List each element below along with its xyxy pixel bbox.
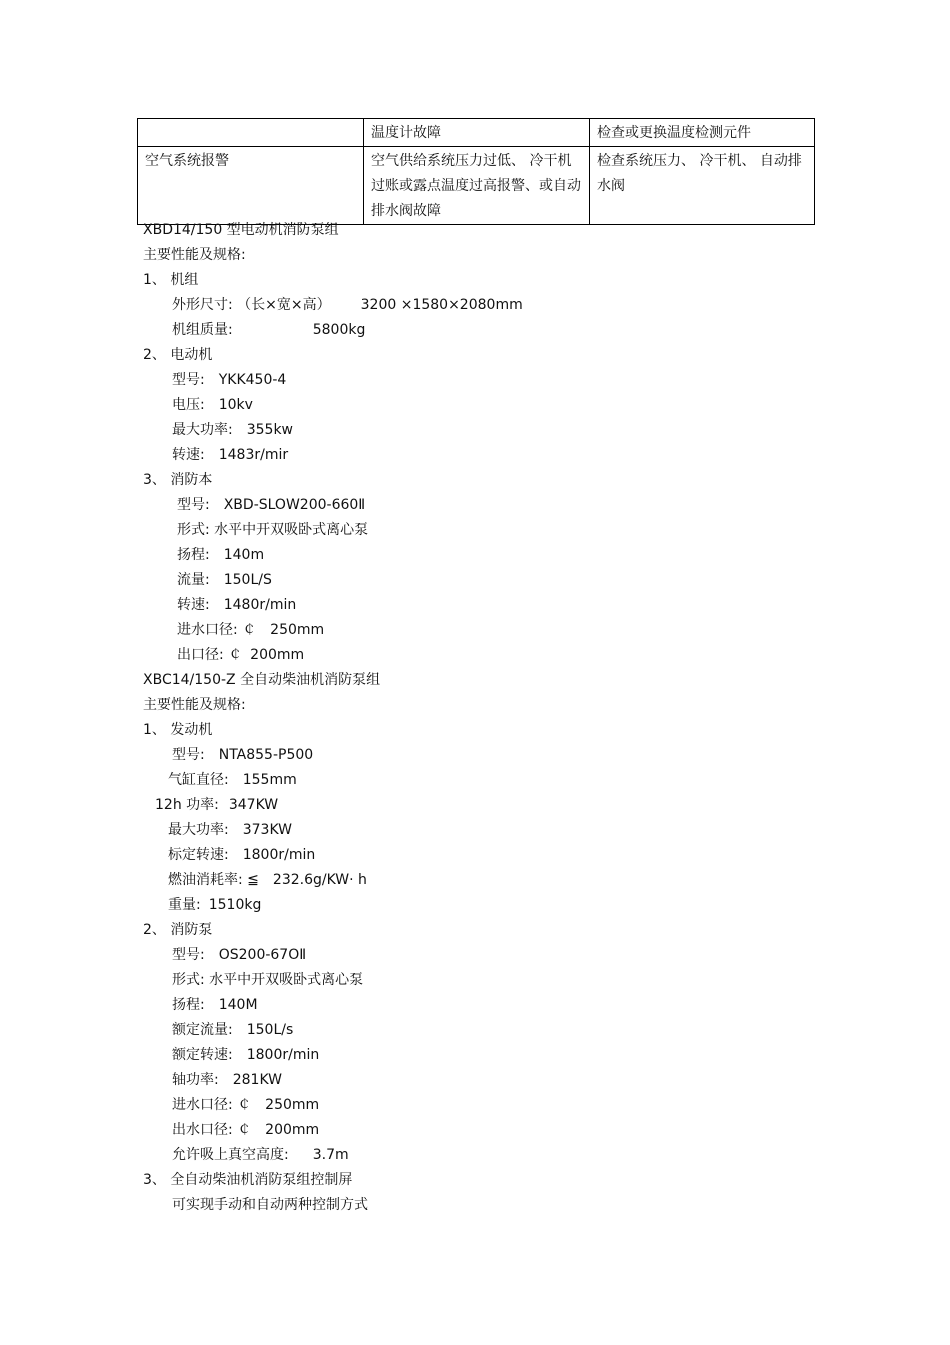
table-cell <box>138 119 364 147</box>
line-value: XBD-SLOW200-660Ⅱ <box>223 497 366 513</box>
line-label: 主要性能及规格: <box>143 697 246 713</box>
text-line <box>143 918 212 943</box>
line-label: 2、 电动机 <box>143 347 213 363</box>
line-value: 140m <box>223 547 265 563</box>
table-cell: 空气系统报警 <box>138 147 364 225</box>
line-label: XBD14/150 型电动机消防泵组 <box>143 222 339 238</box>
line-value: 155mm <box>242 772 297 788</box>
text-line <box>168 893 261 918</box>
line-label: 1、 发动机 <box>143 722 213 738</box>
text-line <box>172 743 313 768</box>
text-line <box>177 518 368 543</box>
line-label: 12h 功率: <box>155 797 219 813</box>
line-value: 150L/s <box>246 1022 294 1038</box>
line-value: 1483r/mir <box>218 447 289 463</box>
text-line <box>168 768 297 793</box>
line-value: NTA855-P500 <box>218 747 314 763</box>
line-value: 3.7m <box>312 1147 349 1163</box>
text-line <box>143 243 246 268</box>
line-label: 外形尺寸: （长×宽×高） <box>172 297 331 313</box>
text-line <box>172 1043 319 1068</box>
text-line <box>172 968 363 993</box>
line-value: 200mm <box>250 647 305 663</box>
line-label: 3、 消防本 <box>143 472 213 488</box>
line-value: 150L/S <box>223 572 272 588</box>
line-value: 140M <box>218 997 258 1013</box>
line-label: 1、 机组 <box>143 272 199 288</box>
text-line <box>172 1068 282 1093</box>
text-line <box>155 793 278 818</box>
line-value: 1800r/min <box>242 847 316 863</box>
text-line <box>177 643 304 668</box>
text-line <box>172 1118 319 1143</box>
text-line <box>177 543 264 568</box>
line-label: 燃油消耗率: ≦ <box>168 872 259 888</box>
line-value: 1510kg <box>208 897 262 913</box>
line-value: 232.6g/KW· h <box>272 872 367 888</box>
fault-table <box>137 118 815 225</box>
line-value: 281KW <box>232 1072 282 1088</box>
text-line <box>172 1143 349 1168</box>
line-value: 347KW <box>228 797 279 813</box>
table-cell: 检查系统压力、 冷干机、 自动排水阀 <box>590 147 815 225</box>
line-value: YKK450-4 <box>218 372 287 388</box>
line-label: 机组质量: <box>172 322 233 338</box>
line-label: 形式: 水平中开双吸卧式离心泵 <box>177 522 369 538</box>
table-cell: 温度计故障 <box>364 119 590 147</box>
line-label: 扬程: <box>177 547 210 563</box>
text-line <box>168 843 315 868</box>
line-label: 最大功率: <box>172 422 233 438</box>
text-line <box>172 993 258 1018</box>
table-row <box>138 147 815 225</box>
line-value: 250mm <box>265 1097 320 1113</box>
line-value: 3200 ×1580×2080mm <box>360 297 523 313</box>
text-line <box>172 293 523 318</box>
text-line <box>143 268 198 293</box>
line-label: 气缸直径: <box>168 772 229 788</box>
line-label: 允许吸上真空高度: <box>172 1147 289 1163</box>
text-line <box>172 1093 319 1118</box>
line-label: 型号: <box>172 947 205 963</box>
line-label: 转速: <box>177 597 210 613</box>
line-label: 标定转速: <box>168 847 229 863</box>
line-label: 2、 消防泵 <box>143 922 213 938</box>
line-value: 373KW <box>242 822 292 838</box>
text-line <box>172 393 253 418</box>
line-value: 250mm <box>270 622 325 638</box>
text-line <box>172 443 288 468</box>
text-line <box>143 668 380 693</box>
text-line <box>143 218 339 243</box>
text-line <box>168 868 367 893</box>
line-value: 200mm <box>265 1122 320 1138</box>
line-label: 形式: 水平中开双吸卧式离心泵 <box>172 972 364 988</box>
line-label: 3、 全自动柴油机消防泵组控制屏 <box>143 1172 353 1188</box>
text-line <box>177 568 272 593</box>
line-label: 可实现手动和自动两种控制方式 <box>172 1197 368 1213</box>
line-label: 型号: <box>177 497 210 513</box>
text-line <box>143 1168 352 1193</box>
text-line <box>177 618 324 643</box>
line-label: 额定流量: <box>172 1022 233 1038</box>
text-line <box>172 368 286 393</box>
line-label: 转速: <box>172 447 205 463</box>
text-line <box>168 818 292 843</box>
line-label: 电压: <box>172 397 205 413</box>
text-line <box>143 343 212 368</box>
line-value: OS200-67OⅡ <box>218 947 307 963</box>
line-label: 出水口径: ￠ <box>172 1122 252 1138</box>
text-line <box>172 1018 293 1043</box>
text-line <box>143 693 246 718</box>
line-value: 5800kg <box>312 322 366 338</box>
table-cell: 空气供给系统压力过低、 冷干机过账或露点温度过高报警、或自动排水阀故障 <box>364 147 590 225</box>
line-value: 355kw <box>246 422 293 438</box>
text-line <box>172 318 365 343</box>
line-value: 1480r/min <box>223 597 297 613</box>
line-label: 重量: <box>168 897 201 913</box>
line-label: 轴功率: <box>172 1072 219 1088</box>
table-cell: 检查或更换温度检测元件 <box>590 119 815 147</box>
line-label: 出口径: ￠ <box>177 647 243 663</box>
line-label: 进水口径: ￠ <box>172 1097 252 1113</box>
line-label: 型号: <box>172 372 205 388</box>
table-row <box>138 119 815 147</box>
line-label: 额定转速: <box>172 1047 233 1063</box>
text-line <box>143 718 212 743</box>
line-label: 进水口径: ￠ <box>177 622 257 638</box>
line-value: 1800r/min <box>246 1047 320 1063</box>
line-label: 流量: <box>177 572 210 588</box>
text-line <box>172 418 293 443</box>
text-line <box>172 943 306 968</box>
line-label: 扬程: <box>172 997 205 1013</box>
line-label: XBC14/150-Z 全自动柴油机消防泵组 <box>143 672 381 688</box>
line-label: 型号: <box>172 747 205 763</box>
text-line <box>172 1193 368 1218</box>
line-label: 最大功率: <box>168 822 229 838</box>
text-line <box>177 493 365 518</box>
text-line <box>143 468 212 493</box>
line-value: 10kv <box>218 397 253 413</box>
line-label: 主要性能及规格: <box>143 247 246 263</box>
text-line <box>177 593 296 618</box>
